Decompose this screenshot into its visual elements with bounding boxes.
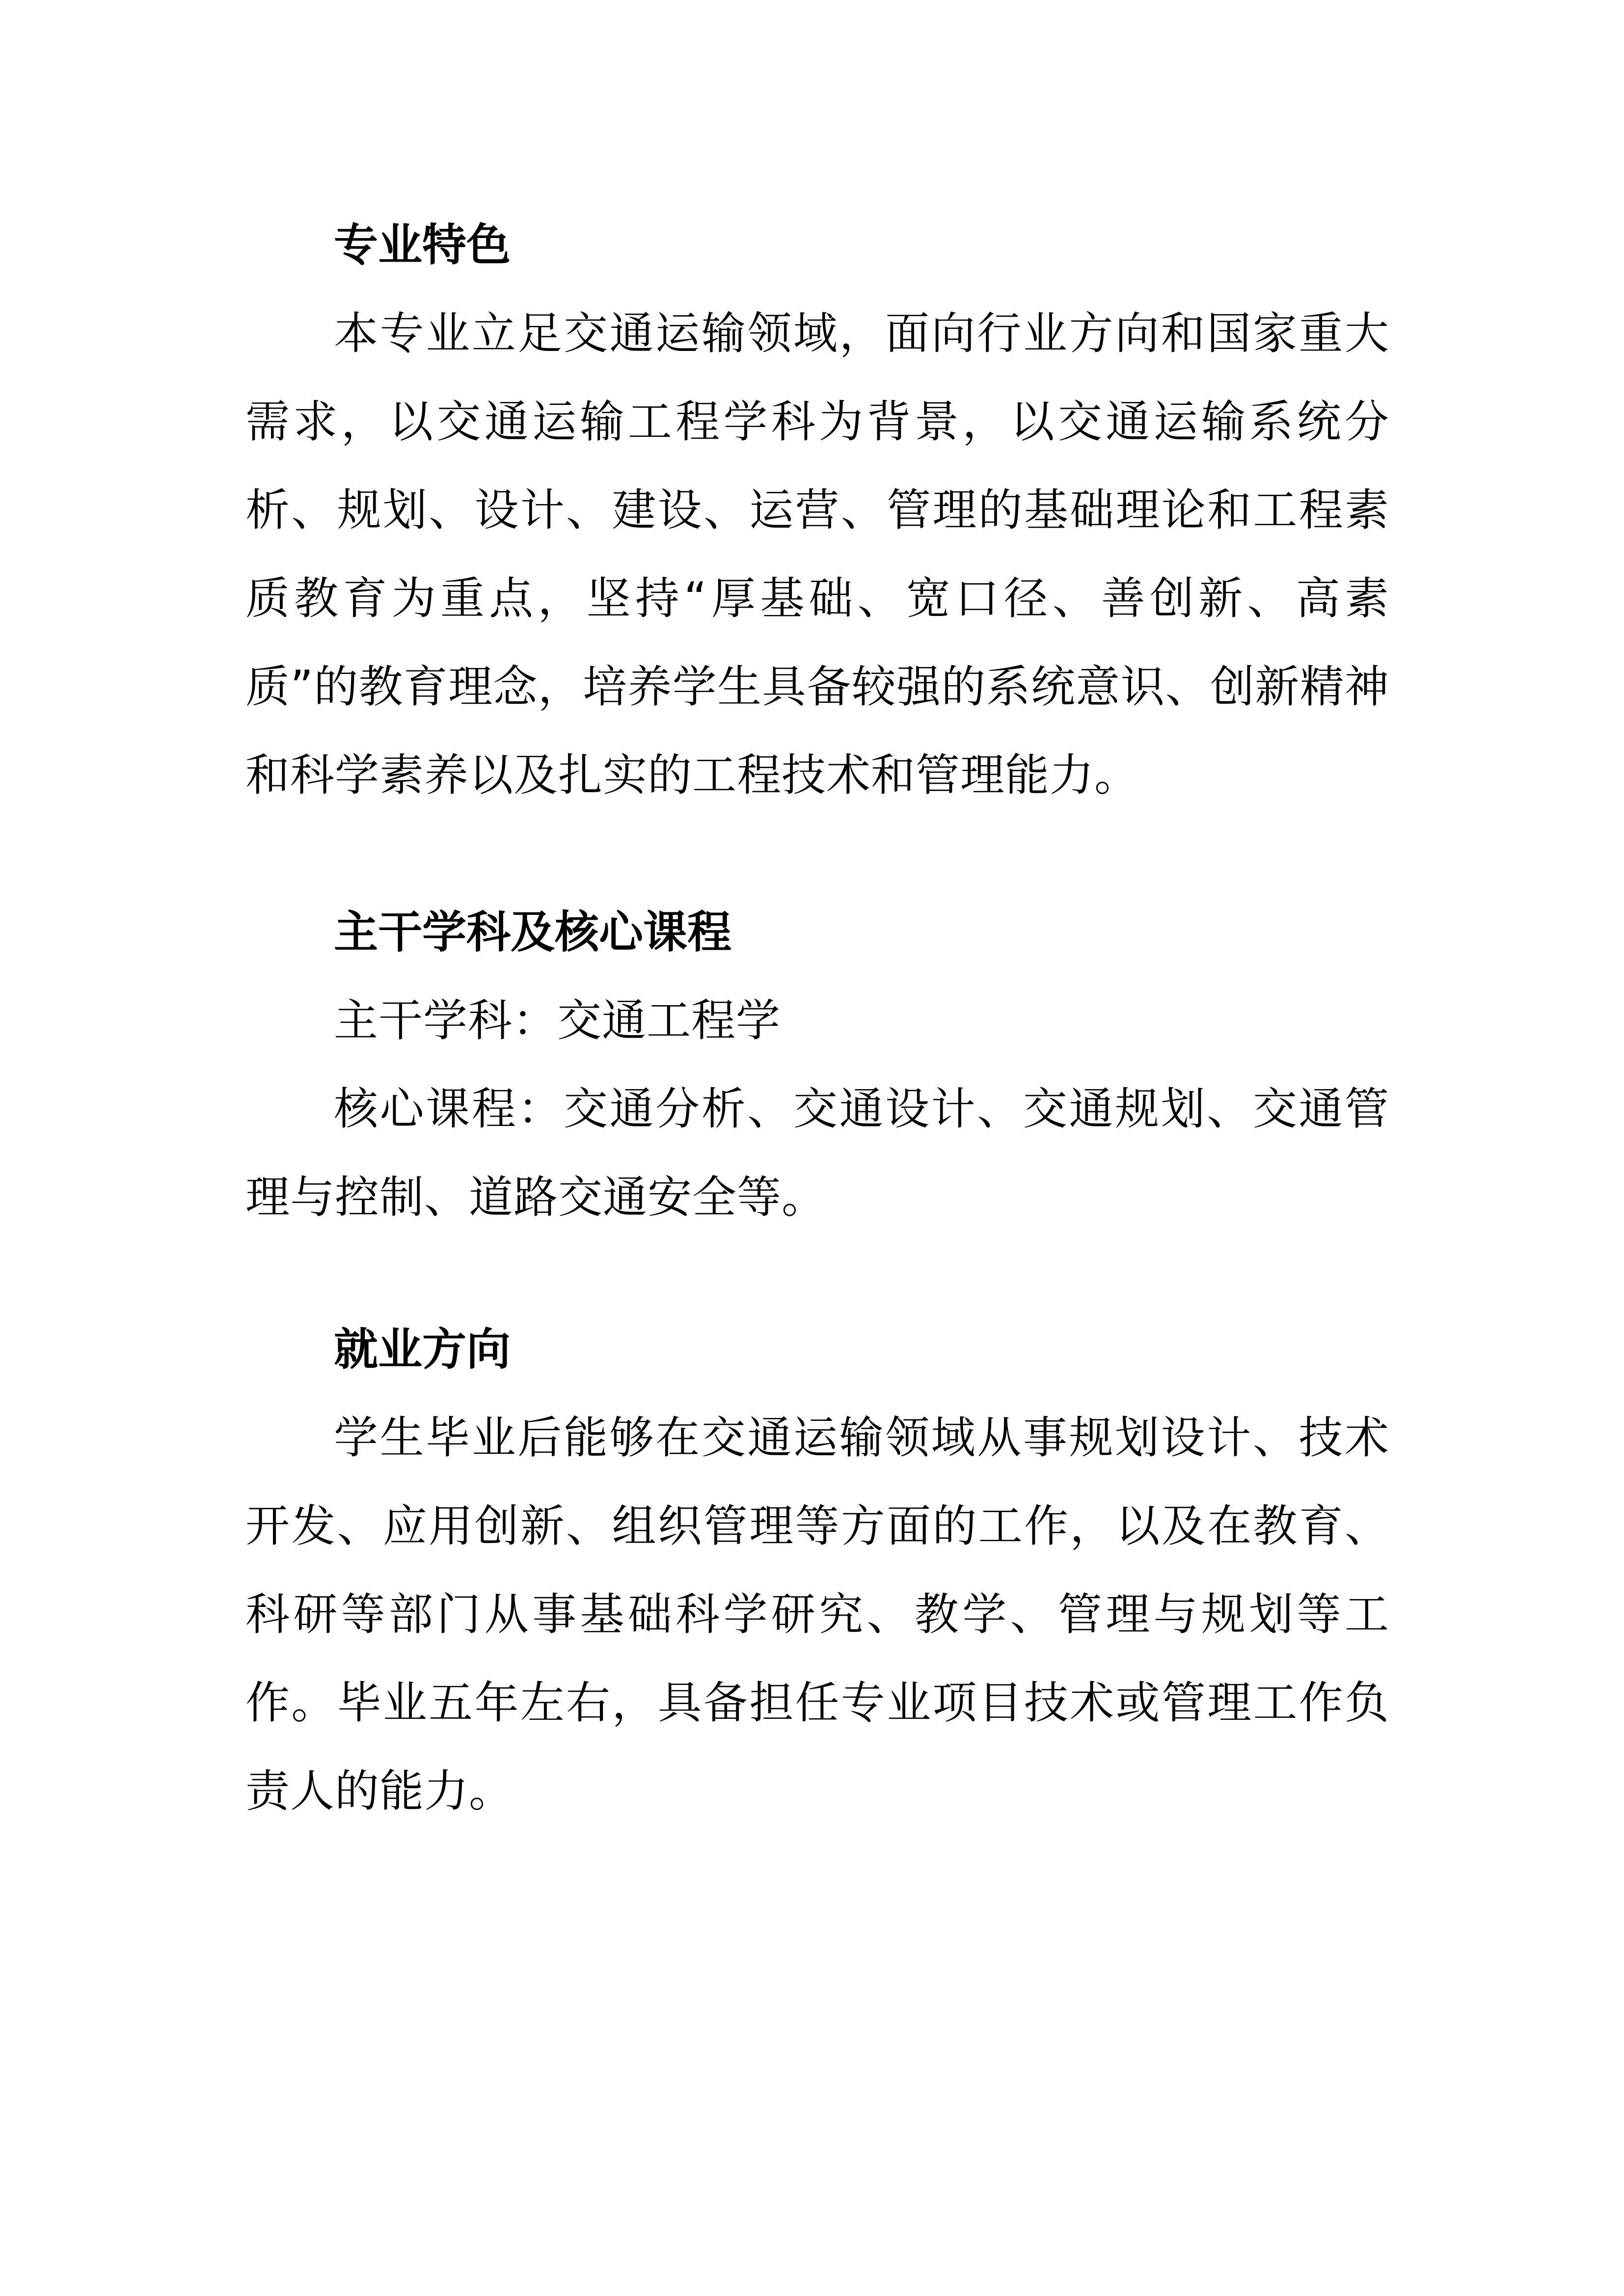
career-paragraph: 学生毕业后能够在交通运输领域从事规划设计、技术开发、应用创新、组织管理等方面的工作，以及在教育、科研等部门从事基础科学研究、教学、管理与规划等工作。毕业五年左右，具备担任专业项目技术或管理工作负责人的能力。: [245, 1412, 1389, 1817]
section-career: [245, 1306, 1389, 1836]
section-features: [245, 201, 1389, 820]
features-paragraph: 本专业立足交通运输领域，面向行业方向和国家重大需求，以交通运输工程学科为背景，以交通运输系统分析、规划、设计、建设、运营、管理的基础理论和工程素质教育为重点，坚持“厚基础、宽口径、善创新、高素质”的教育理念，培养学生具备较强的系统意识、创新精神和科学素养以及扎实的工程技术和管理能力。: [245, 308, 1389, 801]
section-heading-features: 专业特色: [334, 219, 511, 271]
section-subjects: [245, 888, 1389, 1242]
core-courses-paragraph: 核心课程：交通分析、交通设计、交通规划、交通管理与控制、道路交通安全等。: [245, 1083, 1389, 1223]
section-heading-subjects: 主干学科及核心课程: [334, 907, 731, 958]
section-heading-career: 就业方向: [334, 1324, 511, 1375]
main-subject-line: 主干学科：交通工程学: [334, 995, 781, 1046]
